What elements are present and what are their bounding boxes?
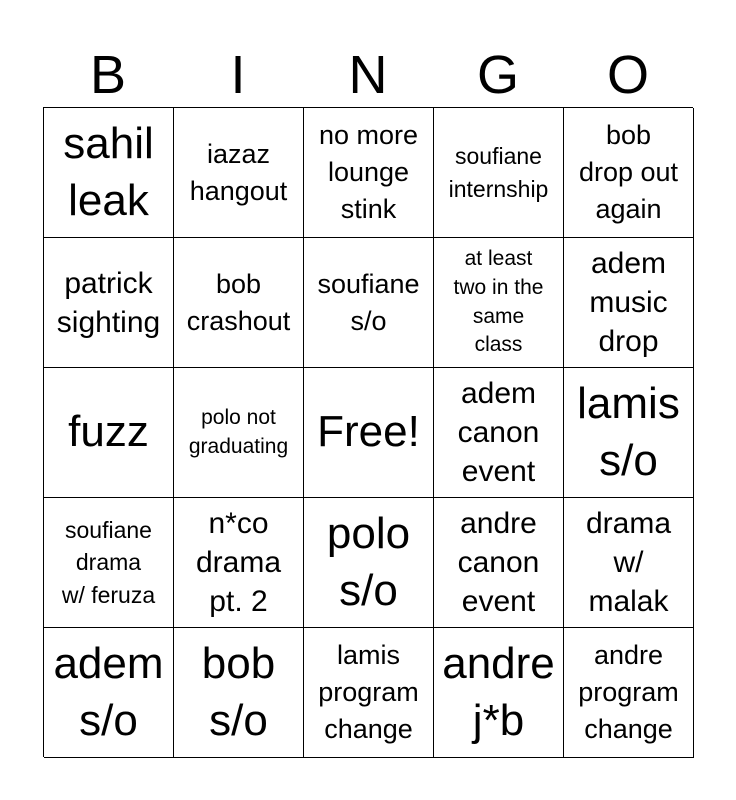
bingo-cell-r4-c4[interactable] bbox=[434, 498, 564, 628]
bingo-cell-label: soufiane drama w/ feruza bbox=[61, 516, 156, 608]
bingo-cell-label: patrick sighting bbox=[56, 266, 161, 339]
bingo-cell-r4-c3[interactable] bbox=[304, 498, 434, 628]
bingo-cell-r2-c3[interactable] bbox=[304, 238, 434, 368]
bingo-cell-r2-c1[interactable] bbox=[44, 238, 174, 368]
bingo-cell-r1-c4[interactable] bbox=[434, 108, 564, 238]
bingo-cell-r5-c2[interactable] bbox=[174, 628, 304, 758]
bingo-cell-r3-c2[interactable] bbox=[174, 368, 304, 498]
bingo-cell-r5-c3[interactable] bbox=[304, 628, 434, 758]
bingo-cell-r1-c5[interactable] bbox=[564, 108, 694, 238]
bingo-cell-r4-c5[interactable] bbox=[564, 498, 694, 628]
header-letter-n: N bbox=[348, 45, 388, 105]
header-letter-o: O bbox=[606, 45, 649, 105]
bingo-cell-label: andre program change bbox=[578, 640, 679, 744]
bingo-cell-label: bob s/o bbox=[201, 639, 276, 745]
bingo-cell-label: Free! bbox=[317, 407, 420, 457]
bingo-cell-label: adem music drop bbox=[589, 247, 668, 358]
bingo-cell-label: n*co drama pt. 2 bbox=[195, 507, 282, 618]
bingo-cell-label: drama w/ malak bbox=[585, 507, 672, 618]
bingo-cell-label: andre canon event bbox=[457, 507, 540, 618]
header-letter-i: I bbox=[230, 45, 246, 105]
bingo-cell-label: iazaz hangout bbox=[189, 138, 288, 206]
bingo-cell-r2-c5[interactable] bbox=[564, 238, 694, 368]
bingo-cell-label: fuzz bbox=[68, 407, 149, 457]
bingo-cell-label: sahil leak bbox=[63, 119, 154, 225]
bingo-cell-label: adem s/o bbox=[53, 639, 164, 745]
bingo-cell-label: polo s/o bbox=[326, 509, 411, 615]
bingo-cell-r1-c1[interactable] bbox=[44, 108, 174, 238]
bingo-cell-r1-c3[interactable] bbox=[304, 108, 434, 238]
bingo-cell-r2-c2[interactable] bbox=[174, 238, 304, 368]
bingo-cell-r4-c2[interactable] bbox=[174, 498, 304, 628]
bingo-cell-label: soufiane internship bbox=[448, 142, 549, 202]
bingo-cell-label: andre j*b bbox=[442, 639, 555, 745]
bingo-cell-label: lamis program change bbox=[318, 640, 419, 744]
bingo-cell-r5-c4[interactable] bbox=[434, 628, 564, 758]
header-letter-g: G bbox=[476, 45, 519, 105]
bingo-cell-r3-c3[interactable] bbox=[304, 368, 434, 498]
bingo-header bbox=[43, 44, 693, 106]
bingo-cell-label: bob drop out again bbox=[578, 120, 679, 224]
bingo-cell-r3-c1[interactable] bbox=[44, 368, 174, 498]
header-letter-b: B bbox=[89, 45, 127, 105]
bingo-cell-label: soufiane s/o bbox=[317, 268, 420, 336]
bingo-cell-r3-c5[interactable] bbox=[564, 368, 694, 498]
bingo-board bbox=[43, 107, 693, 757]
bingo-cell-label: polo not graduating bbox=[188, 405, 289, 458]
bingo-cell-r5-c5[interactable] bbox=[564, 628, 694, 758]
bingo-cell-r3-c4[interactable] bbox=[434, 368, 564, 498]
bingo-cell-r5-c1[interactable] bbox=[44, 628, 174, 758]
bingo-cell-r1-c2[interactable] bbox=[174, 108, 304, 238]
bingo-cell-label: at least two in the same class bbox=[453, 247, 544, 357]
bingo-cell-label: lamis s/o bbox=[577, 379, 680, 485]
bingo-cell-label: no more lounge stink bbox=[318, 120, 419, 224]
bingo-cell-label: adem canon event bbox=[457, 377, 540, 488]
bingo-cell-r4-c1[interactable] bbox=[44, 498, 174, 628]
bingo-cell-r2-c4[interactable] bbox=[434, 238, 564, 368]
bingo-cell-label: bob crashout bbox=[186, 268, 291, 336]
